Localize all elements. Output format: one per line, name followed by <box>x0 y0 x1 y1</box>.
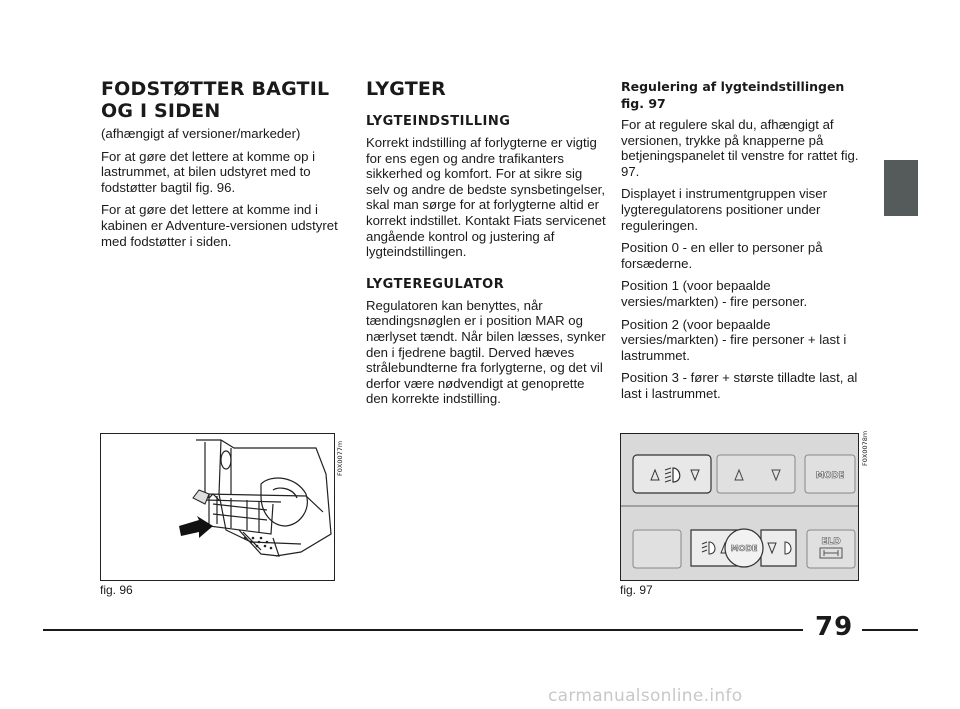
footer-rule <box>43 629 803 631</box>
subheading-light-adjustment: LYGTEINDSTILLING <box>366 114 511 129</box>
figure-code: F0X0077m <box>336 440 344 476</box>
subheading-regulation: Regulering af lygteindstillingen fig. 97 <box>621 79 845 111</box>
paragraph: Regulatoren kan benyttes, når tændingsnøglen er i position MAR og nærlyset tændt. Når bilen læsses, synker den i fjedrene bagtil. Derved hæves strålebundterne fra forlygterne, og det vil derfor være nødvendigt at genoprette den korrekte indstilling. <box>366 297 606 407</box>
figure-code: F0X0078m <box>861 430 869 466</box>
watermark: carmanualsonline.info <box>548 686 743 706</box>
paragraph: Korrekt indstilling af forlygterne er vigtig for ens egen og andre trafikanters sikkerhed og komfort. For at sikre sig selv og andre de bedste synsbetingelser, skal man sørge for at forlygterne altid er korrekt indstillet. Kontakt Fiats servicenet angående kontrol og justering af lygteindstillingen. <box>366 135 606 260</box>
chapter-tab <box>884 160 918 216</box>
footer-rule <box>862 629 918 631</box>
page-number: 79 <box>815 612 854 642</box>
mode-label: MODE <box>815 471 845 481</box>
control-panel-illustration <box>621 434 858 580</box>
section-title-lights: LYGTER <box>366 78 446 100</box>
subheading-light-regulator: LYGTEREGULATOR <box>366 276 505 292</box>
section-title-footrests <box>101 78 341 122</box>
column-regulation <box>621 78 861 409</box>
column-footrests <box>101 78 341 256</box>
paragraph: Position 0 - en eller to personer på forsæderne. <box>621 240 823 271</box>
paragraph: Position 2 (voor bepaalde versies/markten) - fire personer + last i lastrummet. <box>621 316 847 363</box>
title-line-2: OG I SIDEN <box>101 100 221 122</box>
figure-96-footrests <box>100 433 335 581</box>
paragraph: For at gøre det lettere at komme op i lastrummet, at bilen udstyret med to fodstøtter bagtil fig. 96. <box>101 148 316 195</box>
figure-caption: fig. 96 <box>100 583 133 597</box>
paragraph: For at regulere skal du, afhængigt af versionen, trykke på knapperne på betjeningspanelet til venstre for rattet fig. 97. <box>621 117 859 179</box>
mode-label: MODE <box>730 544 758 553</box>
car-rear-illustration <box>101 434 334 580</box>
paragraph: Position 3 - fører + største tilladte last, al last i lastrummet. <box>621 370 858 401</box>
figure-97-control-panel <box>620 433 859 581</box>
paragraph: Displayet i instrumentgruppen viser lygteregulatorens positioner under reguleringen. <box>621 186 827 233</box>
arrow-icon <box>179 516 213 538</box>
paragraph: Position 1 (voor bepaalde versies/markten) - fire personer. <box>621 278 808 309</box>
title-line-1: FODSTØTTER BAGTIL <box>101 78 330 100</box>
eld-button <box>807 530 855 568</box>
eld-label: ELD <box>821 537 841 547</box>
paragraph: For at gøre det lettere at komme ind i kabinen er Adventure-versionen udstyret med fodstøtter i siden. <box>101 202 338 249</box>
blank-button <box>633 530 681 568</box>
paragraph: (afhængigt af versioner/markeder) <box>101 126 301 141</box>
figure-caption: fig. 97 <box>620 583 653 597</box>
headlight-adjust-button <box>633 455 711 493</box>
column-lights <box>366 78 606 414</box>
blank-button <box>717 455 795 493</box>
